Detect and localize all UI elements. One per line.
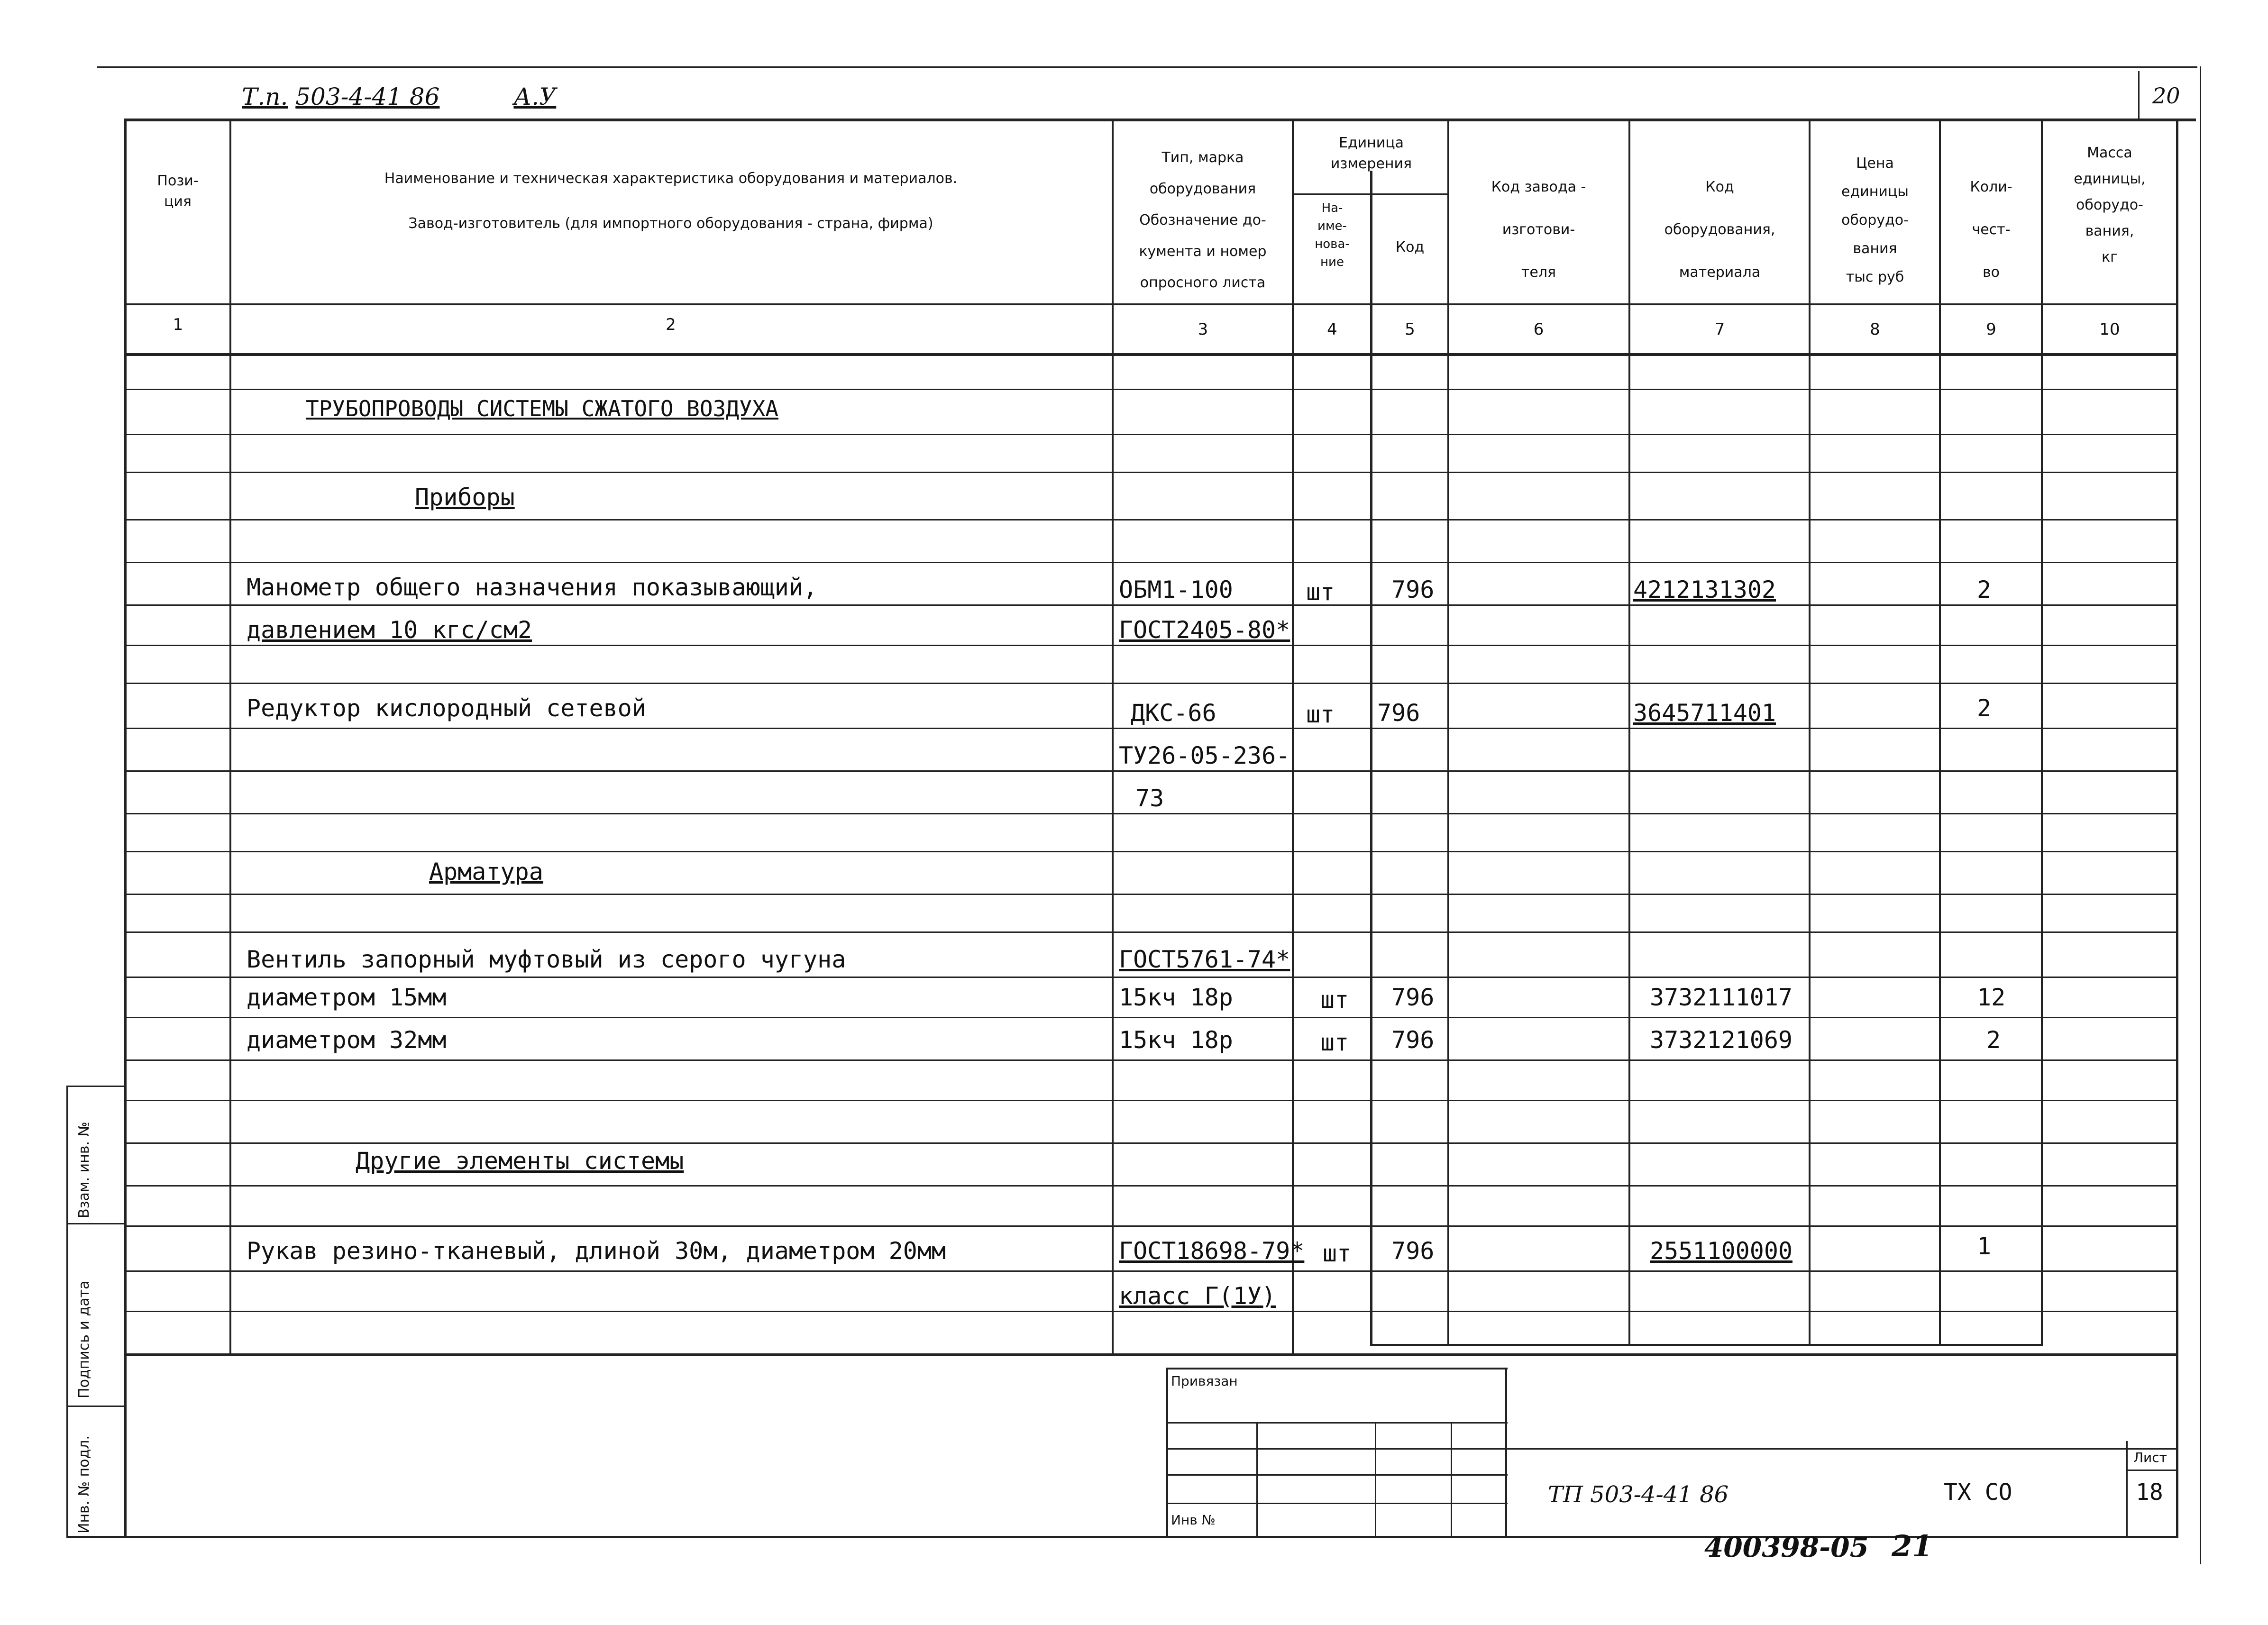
stamp-doc-code: ТП 503-4-41 86 [1548,1481,1729,1508]
row-manometer-name: Манометр общего назначения показывающий, [247,574,818,601]
row-hose-name: Рукав резино-тканевый, длиной 30м, диаметром 20мм [247,1237,946,1265]
side-sep-2 [66,1223,126,1224]
section-title-main: ТРУБОПРОВОДЫ СИСТЕМЫ СЖАТОГО ВОЗДУХА [306,396,778,421]
header-bottom [124,303,2177,305]
row-manometer-pressure: давлением 10 кгс/см2 [247,616,532,644]
row-valve-32-equip: 3732121069 [1650,1026,1793,1054]
row-manometer-code: 796 [1391,576,1435,603]
row-valve-32-qty: 2 [1986,1026,2001,1054]
col-line-4 [1370,171,1372,1346]
header-unit-name: На- име- нова- ние [1315,201,1350,269]
col-line-2 [1112,119,1114,1355]
stamp-privyazan: Привязан [1171,1373,1238,1389]
table-bottom [124,1353,2177,1356]
row-valve-32-unit: шт [1320,1029,1349,1056]
header-name-line2: Завод-изготовитель (для импортного оборудования - страна, фирма) [408,215,933,232]
section-instruments: Приборы [415,484,515,511]
row-manometer-gost: ГОСТ2405-80* [1119,616,1290,644]
row-hose-code: 796 [1391,1237,1435,1265]
row-reducer-equip: 3645711401 [1633,699,1776,727]
colnum-3: 3 [1198,320,1208,339]
frame-top [97,66,2197,68]
stamp-section: ТХ СО [1944,1479,2012,1506]
row-reducer-code: 796 [1377,699,1420,727]
row-valve-15-unit: шт [1320,986,1349,1013]
header-name-line1: Наименование и техническая характеристика оборудования и материалов. [384,170,958,187]
header-position: Пози- ция [157,173,199,210]
row-valve-32-name: диаметром 32мм [247,1026,447,1054]
row-hose-class: класс Г(1У) [1119,1282,1276,1310]
section-other: Другие элементы системы [356,1147,684,1175]
row-valve-15-equip: 3732111017 [1650,984,1793,1011]
frame-right [2176,119,2178,1536]
side-label-inventory: Инв. № подл. [76,1435,92,1534]
stamp-list-label: Лист [2133,1450,2167,1465]
row-hose-equip: 2551100000 [1650,1237,1793,1265]
col-line-5 [1447,119,1449,1346]
section-fittings: Арматура [429,858,543,886]
doc-code: 503-4-41 86 [295,83,440,110]
colnum-6: 6 [1533,320,1544,339]
col-line-6 [1628,119,1630,1346]
col-line-7 [1809,119,1811,1346]
side-label-replace: Взам. инв. № [76,1122,92,1218]
corner-number: 20 [2152,83,2180,109]
row-manometer-type: ОБМ1-100 [1119,576,1233,603]
colnum-8: 8 [1870,320,1880,339]
row-reducer-name: Редуктор кислородный сетевой [247,694,646,722]
stamp-sheet: 18 [2136,1479,2163,1506]
header-quantity: Коли- чест- во [1970,179,2012,281]
row-manometer-equip: 4212131302 [1633,576,1776,603]
row-reducer-qty: 2 [1977,694,1992,722]
row-valve-gost: ГОСТ5761-74* [1119,946,1290,973]
row-hose-qty: 1 [1977,1232,1992,1260]
row-reducer-type: ДКС-66 [1131,699,1216,727]
side-sep-3 [66,1406,126,1407]
row-valve-15-name: диаметром 15мм [247,984,447,1011]
colnum-2: 2 [666,315,676,334]
colnum-5: 5 [1405,320,1415,339]
side-strip-right [124,1086,126,1536]
row-valve-15-type: 15кч 18р [1119,984,1233,1011]
colnum-10: 10 [2099,320,2120,339]
row-manometer-qty: 2 [1977,576,1992,603]
row-reducer-tu-year: 73 [1135,785,1164,812]
row-valve-name: Вентиль запорный муфтовый из серого чугуна [247,946,846,973]
bottom-page-number: 21 [1892,1529,1933,1563]
bottom-archive-code: 400398-05 [1704,1531,1869,1563]
row-valve-15-qty: 12 [1977,984,2006,1011]
row-reducer-tu: ТУ26-05-236- [1119,742,1290,769]
row-hose-gost: ГОСТ18698-79* [1119,1237,1305,1265]
colnum-9: 9 [1986,320,1996,339]
row-valve-32-type: 15кч 18р [1119,1026,1233,1054]
colnum-1: 1 [173,315,183,334]
col-line-3 [1292,119,1294,1355]
col-line-9 [2041,119,2043,1346]
row-valve-32-code: 796 [1391,1026,1435,1054]
side-label-signature: Подпись и дата [76,1280,92,1398]
header-unit: Единица измерения [1330,135,1412,172]
doc-prefix: Т.п. [242,83,288,110]
table-top [124,119,2196,121]
colnum-4: 4 [1327,320,1337,339]
header-type: Тип, марка оборудования Обозначение до- кумента и номер опросного листа [1139,149,1267,291]
side-sep-1 [66,1086,126,1087]
row-reducer-unit: шт [1306,701,1335,728]
col-line-1 [229,119,231,1355]
row-hose-unit: шт [1323,1240,1352,1267]
header-factory-code: Код завода - изготови- теля [1491,179,1586,281]
doc-suffix: А.У [513,83,557,110]
header-price: Цена единицы оборудо- вания тыс руб [1841,155,1909,285]
corner-box-left [2138,71,2140,121]
stamp-inv: Инв № [1171,1512,1216,1528]
colnum-7: 7 [1714,320,1725,339]
side-strip-left [66,1086,68,1536]
frame-right-outer [2200,66,2201,1564]
unit-split [1292,193,1448,195]
header-equipment-code: Код оборудования, материала [1664,179,1775,281]
col-line-8 [1939,119,1941,1346]
header-unit-code: Код [1395,239,1425,256]
row-manometer-unit: шт [1306,578,1335,606]
doc-reference [242,83,556,110]
header-mass: Масса единицы, оборудо- вания, кг [2074,145,2146,265]
row-valve-15-code: 796 [1391,984,1435,1011]
data-bottom-right [1370,1344,2042,1346]
colnum-bottom [124,353,2177,356]
